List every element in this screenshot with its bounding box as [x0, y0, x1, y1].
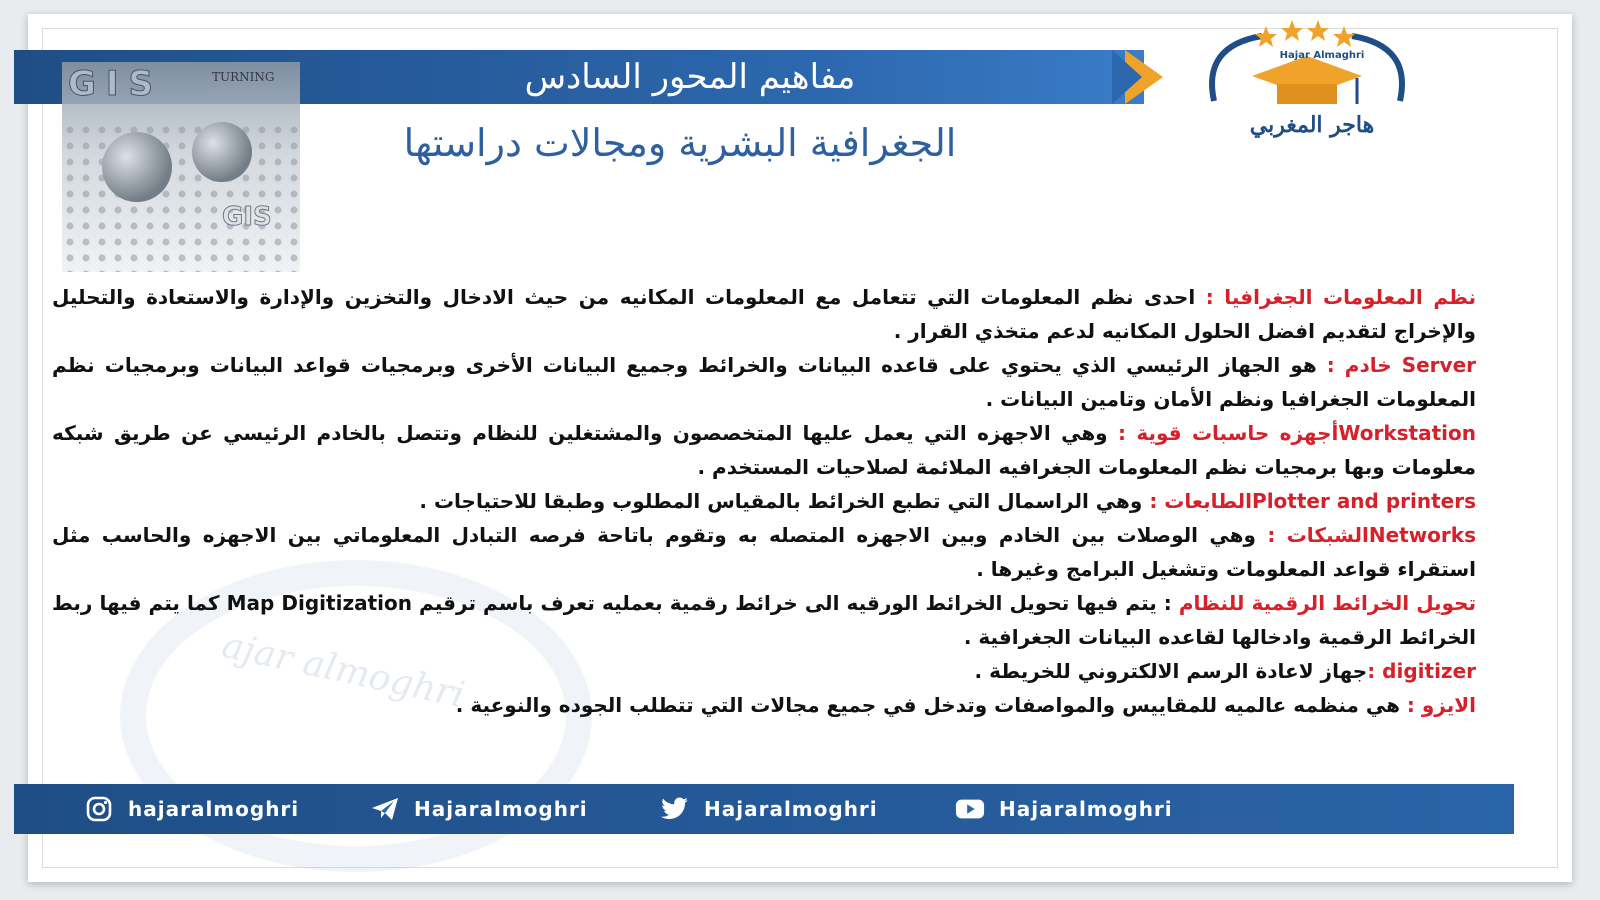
social-instagram[interactable] [84, 786, 299, 832]
instagram-icon [84, 794, 114, 824]
twitter-icon [660, 794, 690, 824]
term-label: نظم المعلومات الجغرافيا : [1205, 285, 1476, 309]
paragraph-digitization [52, 586, 1476, 654]
watermark-text: ajar almoghri [218, 624, 469, 717]
term-definition: : يتم فيها تحويل الخرائط الورقيه الى خرائط رقمية بعمليه تعرف باسم ترقيم Map Digitization كما يتم فيها ربط الخرائط الرقمية وادخالها لقاعده البيانات الجغرافية . [52, 591, 1476, 649]
term-definition: وهي الاجهزه التي يعمل عليها المتخصصون والمشتغلين للنظام وتتصل بالخادم الرئيسي عن طريق شبكه معلومات وبها برمجيات نظم المعلومات الجغرافيه الملائمة لصلاحيات المستخدم . [52, 421, 1476, 479]
term-definition: وهي الراسمال التي تطبع الخرائط بالمقياس المطلوب وطبقا للاحتياجات . [419, 489, 1150, 513]
paragraph-workstation [52, 416, 1476, 484]
globe-icon [192, 122, 252, 182]
term-definition: هي منظمه عالميه للمقاييس والمواصفات وتدخل في جميع مجالات التي تتطلب الجوده والنوعية . [455, 693, 1407, 717]
term-label: Plotter and printersالطابعات : [1149, 489, 1476, 513]
term-definition: وهي الوصلات بين الخادم وبين الاجهزه المتصله به وتقوم باتاحة فرصه التبادل المعلوماتي بين الاجهزه والحاسب مثل استقراء قواعد المعلومات وتشغيل البرامج وغيرها . [52, 523, 1476, 581]
paragraph-networks [52, 518, 1476, 586]
band-arrow-inner-decoration [1112, 50, 1142, 104]
page-title: مفاهيم المحور السادس [524, 57, 856, 97]
term-label: Workstationأجهزه حاسبات قوية : [1117, 421, 1476, 445]
gis-letters: GIS [68, 64, 164, 104]
term-label: تحويل الخرائط الرقمية للنظام [1178, 591, 1477, 615]
term-definition: احدى نظم المعلومات التي تتعامل مع المعلومات المكانيه من حيث الادخال والتخزين والإدارة والاستعادة والتحليل والإخراج لتقديم افضل الحلول المكانيه لدعم متخذي القرار . [52, 285, 1476, 343]
term-definition: جهاز لاعادة الرسم الالكتروني للخريطة . [974, 659, 1368, 683]
social-twitter[interactable] [660, 786, 878, 832]
social-handle: Hajaralmoghri [704, 797, 878, 821]
term-definition: هو الجهاز الرئيسي الذي يحتوي على قاعده البيانات والخرائط وجميع البيانات الأخرى وبرمجيات قواعد البيانات وبرمجيات نظم المعلومات الجغرافيا ونظم الأمان وتامين البيانات . [52, 353, 1476, 411]
social-handle: Hajaralmoghri [999, 797, 1173, 821]
paragraph-server [52, 348, 1476, 416]
logo-latin-name: Hajar Almaghri [1279, 50, 1365, 61]
social-handle: Hajaralmoghri [414, 797, 588, 821]
paragraph-iso [52, 688, 1476, 722]
youtube-icon [955, 794, 985, 824]
logo-arabic-name: هاجر المغربي [1249, 112, 1375, 138]
gis-dot-pattern [62, 122, 300, 272]
content-body [52, 280, 1476, 722]
gis-small-letters: GIS [222, 202, 272, 232]
term-label: Server خادم : [1326, 353, 1476, 377]
social-youtube[interactable] [955, 786, 1173, 832]
term-label: الايزو : [1406, 693, 1476, 717]
globe-icon [102, 132, 172, 202]
paragraph-digitizer [52, 654, 1476, 688]
paragraph-plotters [52, 484, 1476, 518]
term-label: Networksالشبكات : [1267, 523, 1476, 547]
page-subtitle: الجغرافية البشرية ومجالات دراستها [403, 121, 957, 165]
gis-illustration [62, 62, 300, 272]
telegram-icon [370, 794, 400, 824]
term-label: digitizer : [1367, 659, 1476, 683]
paragraph-gis [52, 280, 1476, 348]
social-handle: hajaralmoghri [128, 797, 300, 821]
social-telegram[interactable] [370, 786, 588, 832]
gis-caption: TURNING [212, 70, 275, 84]
